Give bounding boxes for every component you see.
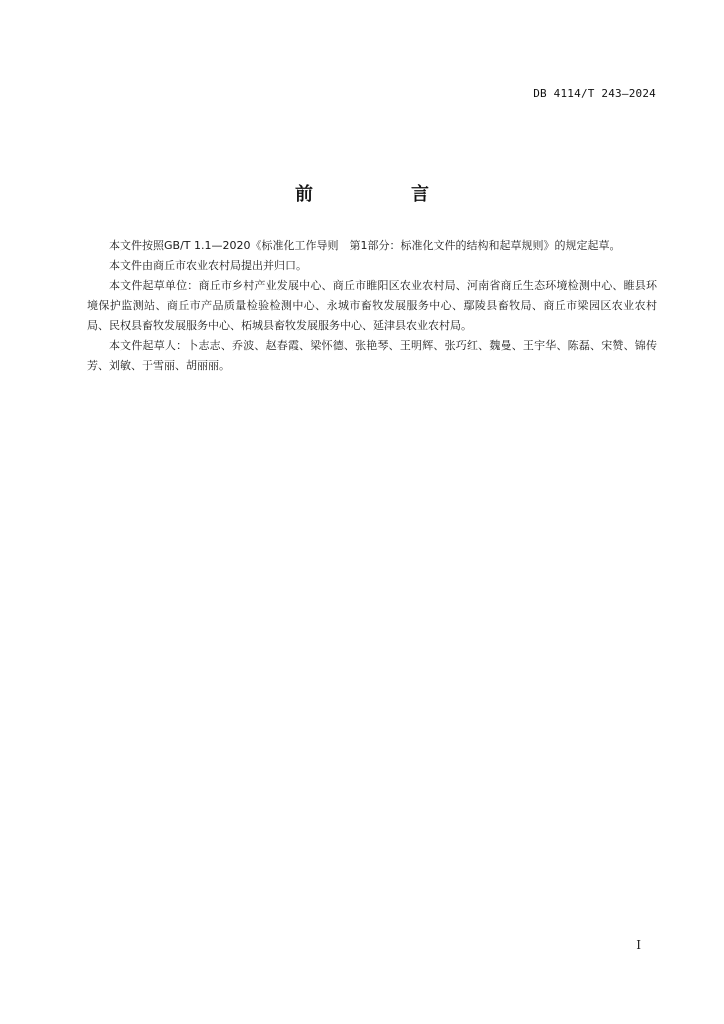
page-title: 前 言: [295, 184, 469, 205]
standard-code: DB 4114/T 243—2024: [533, 87, 656, 100]
page-number: I: [636, 938, 641, 952]
foreword-body: [87, 236, 657, 376]
paragraph-drafting-units: 本文件起草单位：商丘市乡村产业发展中心、商丘市睢阳区农业农村局、河南省商丘生态环境检测中心、睢县环境保护监测站、商丘市产品质量检验检测中心、永城市畜牧发展服务中心、鄢陵县畜牧局、商丘市梁园区农业农村局、民权县畜牧发展服务中心、柘城县畜牧发展服务中心、延津县农业农村局。: [87, 279, 657, 332]
paragraph-drafting-rules: 本文件按照GB/T 1.1—2020《标准化工作导则 第1部分：标准化文件的结构和起草规则》的规定起草。: [109, 239, 621, 252]
paragraph-proposer: 本文件由商丘市农业农村局提出并归口。: [109, 259, 307, 272]
paragraph-drafters: 本文件起草人：卜志志、乔波、赵春霞、梁怀德、张艳琴、王明辉、张巧红、魏曼、王宇华、陈磊、宋赞、锦传芳、刘敏、于雪丽、胡丽丽。: [87, 339, 657, 372]
